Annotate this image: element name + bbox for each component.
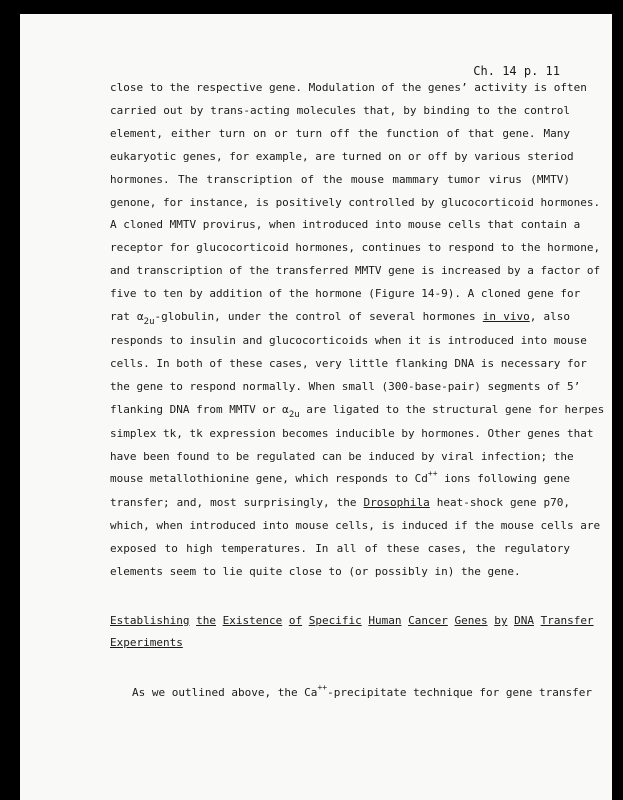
superscript: ++ (317, 683, 328, 692)
text-line (110, 468, 570, 492)
text-line: carried out by trans-acting molecules that, by binding to the control (110, 103, 570, 117)
document-page (20, 14, 612, 800)
text-line: exposed to high temperatures. In all of these cases, the regulatory (110, 542, 570, 556)
text-line (110, 682, 592, 705)
section-heading (110, 610, 594, 654)
heading-word: Establishing (110, 614, 190, 627)
text-run: ions following gene (437, 472, 571, 486)
text-line: the gene to respond normally. When small (300-base-pair) segments of 5’ (110, 379, 581, 393)
text-line: A cloned MMTV provirus, when introduced into mouse cells that contain a (110, 218, 581, 232)
text-line: have been found to be regulated can be induced by viral infection; the (110, 449, 574, 463)
heading-word: Transfer (540, 614, 594, 627)
heading-word: Genes (454, 614, 488, 627)
heading-word: Cancer (408, 614, 448, 627)
heading-word: Human (368, 614, 402, 627)
heading-line (110, 632, 570, 654)
heading-word: Experiments (110, 636, 183, 649)
heading-word: Existence (222, 614, 283, 627)
body-paragraph-2 (110, 682, 592, 705)
text-run: flanking DNA from MMTV or α (110, 402, 289, 416)
text-line: element, either turn on or turn off the function of that gene. Many (110, 126, 570, 140)
heading-word: the (196, 614, 216, 627)
text-line: responds to insulin and glucocorticoids when it is introduced into mouse (110, 333, 587, 347)
text-run: As we outlined above, the Ca (132, 686, 318, 699)
text-run: are ligated to the structural gene for herpes (299, 402, 605, 416)
subscript: 2u (143, 317, 155, 328)
underlined-term: in vivo (482, 310, 530, 324)
text-line: receptor for glucocorticoid hormones, continues to respond to the hormone, (110, 241, 601, 255)
superscript: ++ (427, 469, 438, 479)
page-number-header: Ch. 14 p. 11 (473, 64, 560, 78)
heading-word: Specific (308, 614, 362, 627)
text-line: which, when introduced into mouse cells, is induced if the mouse cells are (110, 519, 601, 533)
underlined-term: Drosophila (363, 496, 430, 510)
text-line: elements seem to lie quite close to (or possibly in) the gene. (110, 565, 521, 579)
heading-word: of (288, 614, 303, 627)
subscript: 2u (288, 409, 300, 420)
text-line: and transcription of the transferred MMTV gene is increased by a factor of (110, 264, 601, 278)
text-run: -globulin, under the control of several hormones (154, 310, 483, 324)
text-line (110, 399, 605, 423)
heading-line (110, 610, 594, 632)
text-run: -precipitate technique for gene transfer (327, 686, 592, 699)
text-line: five to ten by addition of the hormone (Figure 14-9). A cloned gene for (110, 287, 581, 301)
text-run: rat α (110, 310, 144, 324)
text-run: transfer; and, most surprisingly, the (110, 496, 364, 510)
text-line (110, 492, 570, 515)
text-line (110, 306, 570, 330)
text-line: simplex tk, tk expression becomes inducible by hormones. Other genes that (110, 426, 594, 440)
heading-word: by (494, 614, 508, 627)
text-run: mouse metallothionine gene, which responds to Cd (110, 472, 428, 486)
text-line: hormones. The transcription of the mouse mammary tumor virus (MMTV) (110, 172, 570, 186)
body-paragraph (110, 77, 605, 584)
text-line: cells. In both of these cases, very little flanking DNA is necessary for (110, 356, 587, 370)
text-line: close to the respective gene. Modulation of the genes’ activity is often (110, 81, 587, 94)
text-line: eukaryotic genes, for example, are turned on or off by various steriod (110, 149, 574, 163)
text-run: heat-shock gene p70, (429, 496, 570, 510)
heading-word: DNA (514, 614, 534, 627)
text-run: , also (529, 310, 570, 324)
text-line: genone, for instance, is positively controlled by glucocorticoid hormones. (110, 195, 601, 209)
